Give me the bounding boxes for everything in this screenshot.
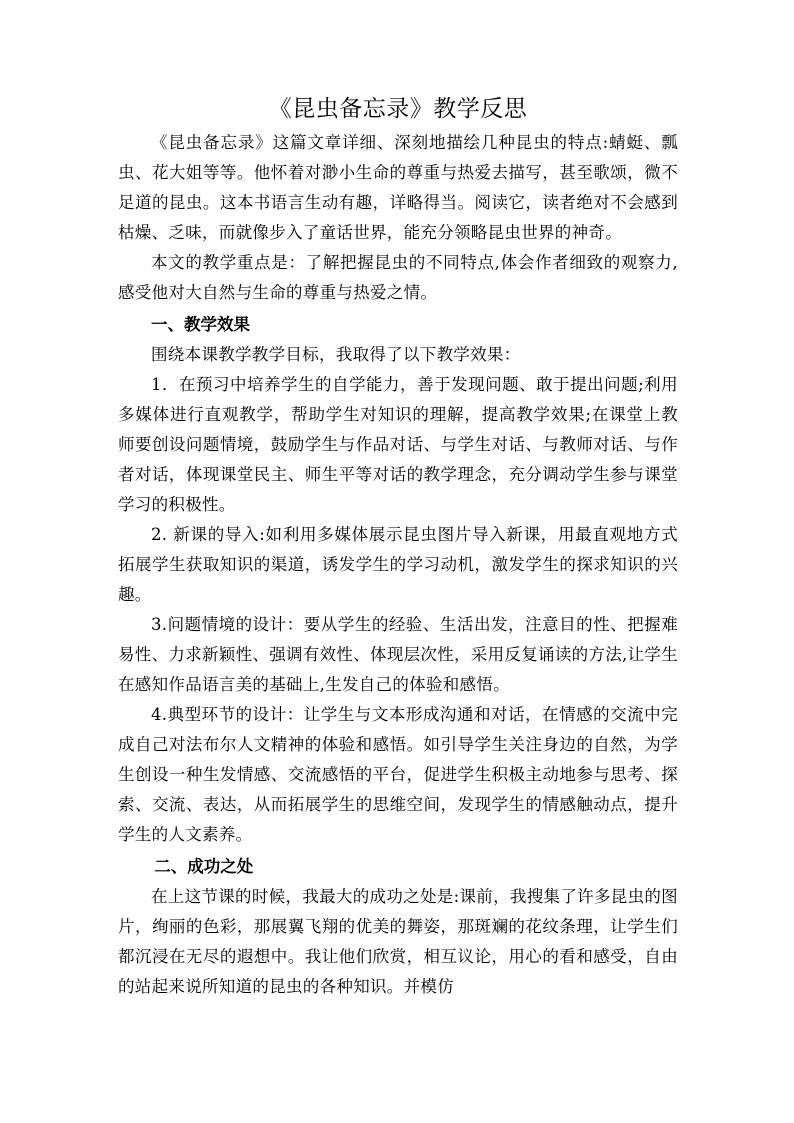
section-heading-teaching-effect: 一、教学效果 (151, 315, 250, 334)
intro-paragraph: 《昆虫备忘录》这篇文章详细、深刻地描绘几种昆虫的特点:蜻蜓、瓢虫、花大姐等等。他怀着对渺小生命的尊重与热爱去描写，甚至歌颂，微不足道的昆虫。这本书语言生动有趣，详略得当。阅读它，读者绝对不会感到枯燥、乏味，而就像步入了童话世界，能充分领略昆虫世界的神奇。 (118, 133, 678, 242)
teaching-focus-paragraph: 本文的教学重点是：了解把握昆虫的不同特点,体会作者细致的观察力,感受他对大自然与生命的尊重与热爱之情。 (118, 253, 678, 302)
effect-item-1: 1．在预习中培养学生的自学能力，善于发现问题、敢于提出问题;利用多媒体进行直观教学，帮助学生对知识的理解，提高教学效果;在课堂上教师要创设问题情境，鼓励学生与作品对话、与学生对话、与教师对话、与作者对话，体现课堂民主、师生平等对话的教学理念，充分调动学生参与课堂学习的积极性。 (118, 375, 678, 514)
effect-item-2: 2. 新课的导入:如利用多媒体展示昆虫图片导入新课，用最直观地方式拓展学生获取知识的渠道，诱发学生的学习动机，激发学生的探求知识的兴趣。 (118, 525, 678, 604)
section1-lead-paragraph: 围绕本课教学教学目标，我取得了以下教学效果： (151, 345, 521, 364)
document-body (118, 90, 678, 1002)
section-heading-success: 二、成功之处 (154, 857, 254, 876)
effect-item-4: 4.典型环节的设计：让学生与文本形成沟通和对话，在情感的交流中完成自己对法布尔人文精神的体验和感悟。如引导学生关注身边的自然，为学生创设一种生发情感、交流感悟的平台，促进学生积极主动地参与思考、探索、交流、表达，从而拓展学生的思维空间，发现学生的情感触动点，提升学生的人文素养。 (118, 705, 678, 844)
effect-item-3: 3.问题情境的设计：要从学生的经验、生活出发，注意目的性、把握难易性、力求新颖性、强调有效性、体现层次性，采用反复诵读的方法,让学生在感知作品语言美的基础上,生发自己的体验和感悟。 (118, 615, 678, 694)
document-title: 《昆虫备忘录》教学反思 (268, 96, 528, 122)
success-paragraph: 在上这节课的时候，我最大的成功之处是:课前，我搜集了许多昆虫的图片，绚丽的色彩，那展翼飞翔的优美的舞姿，那斑斓的花纹条理，让学生们都沉浸在无尽的遐想中。我让他们欣赏，相互议论，用心的看和感受，自由的站起来说所知道的昆虫的各种知识。并模仿 (118, 887, 678, 996)
